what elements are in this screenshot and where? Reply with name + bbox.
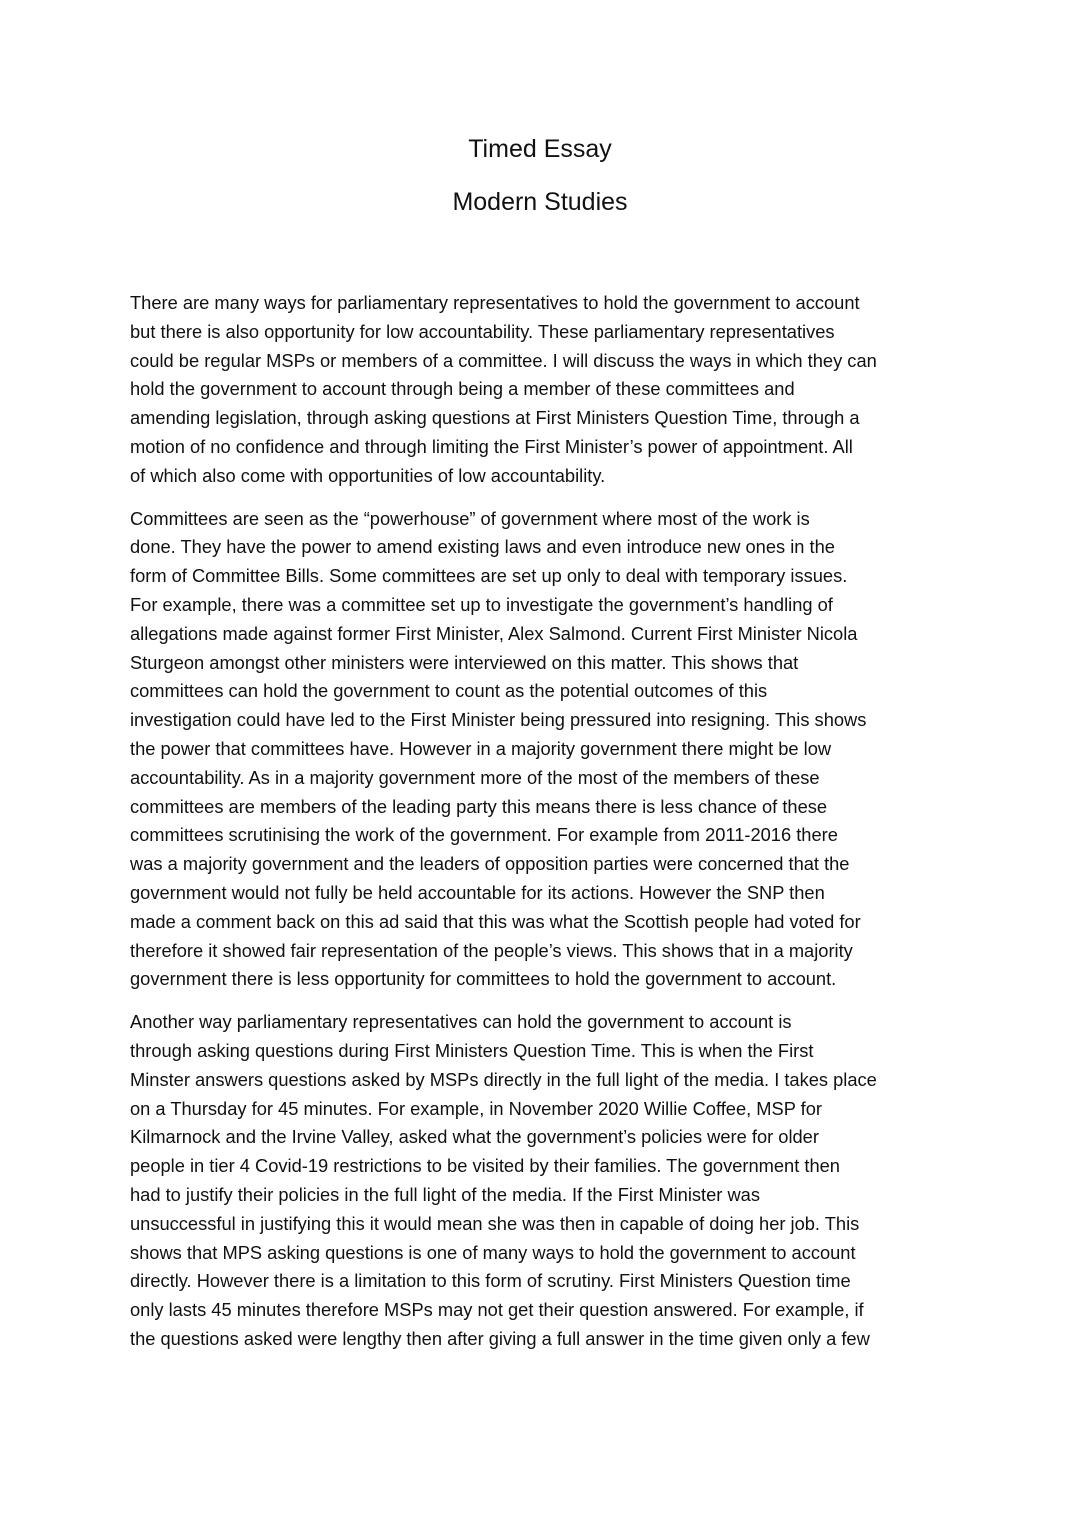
paragraph-introduction: There are many ways for parliamentary representatives to hold the government to account but there is also opportunity for low accountability. These parliamentary representatives could be regular MSPs or members of a committee. I will discuss the ways in which they can hold the government to account through being a member of these committees and amending legislation, through asking questions at First Ministers Question Time, through a motion of no confidence and through limiting the First Minister’s power of appointment. All of which also come with opportunities of low accountability.	[130, 292, 877, 486]
paragraph-question-time: Another way parliamentary representatives can hold the government to account is through asking questions during First Ministers Question Time. This is when the First Minster answers questions asked by MSPs directly in the full light of the media. I takes place on a Thursday for 45 minutes. For example, in November 2020 Willie Coffee, MSP for Kilmarnock and the Irvine Valley, asked what the government’s policies were for older people in tier 4 Covid-19 restrictions to be visited by their families. The government then had to justify their policies in the full light of the media. If the First Minister was unsuccessful in justifying this it would mean she was then in capable of doing her job. This shows that MPS asking questions is one of many ways to hold the government to account directly. However there is a limitation to this form of scrutiny. First Ministers Question time only lasts 45 minutes therefore MSPs may not get their question answered. For example, if the questions asked were lengthy then after giving a full answer in the time given only a few	[130, 1011, 877, 1349]
paragraph-committees: Committees are seen as the “powerhouse” of government where most of the work is done. They have the power to amend existing laws and even introduce new ones in the form of Committee Bills. Some committees are set up only to deal with temporary issues. For example, there was a committee set up to investigate the government’s handling of allegations made against former First Minister, Alex Salmond. Current First Minister Nicola Sturgeon amongst other ministers were interviewed on this matter. This shows that committees can hold the government to count as the potential outcomes of this investigation could have led to the First Minister being pressured into resigning. This shows the power that committees have. However in a majority government there might be low accountability. As in a majority government more of the most of the members of these committees are members of the leading party this means there is less chance of these committees scrutinising the work of the government. For example from 2011-2016 there was a majority government and the leaders of opposition parties were concerned that the government would not fully be held accountable for its actions. However the SNP then made a comment back on this ad said that this was what the Scottish people had voted for therefore it showed fair representation of the people’s views. This shows that in a majority government there is less opportunity for committees to hold the government to account.	[130, 507, 867, 990]
page-subtitle: Modern Studies	[452, 188, 628, 216]
essay-body	[130, 289, 960, 1368]
page-title: Timed Essay	[468, 135, 612, 163]
